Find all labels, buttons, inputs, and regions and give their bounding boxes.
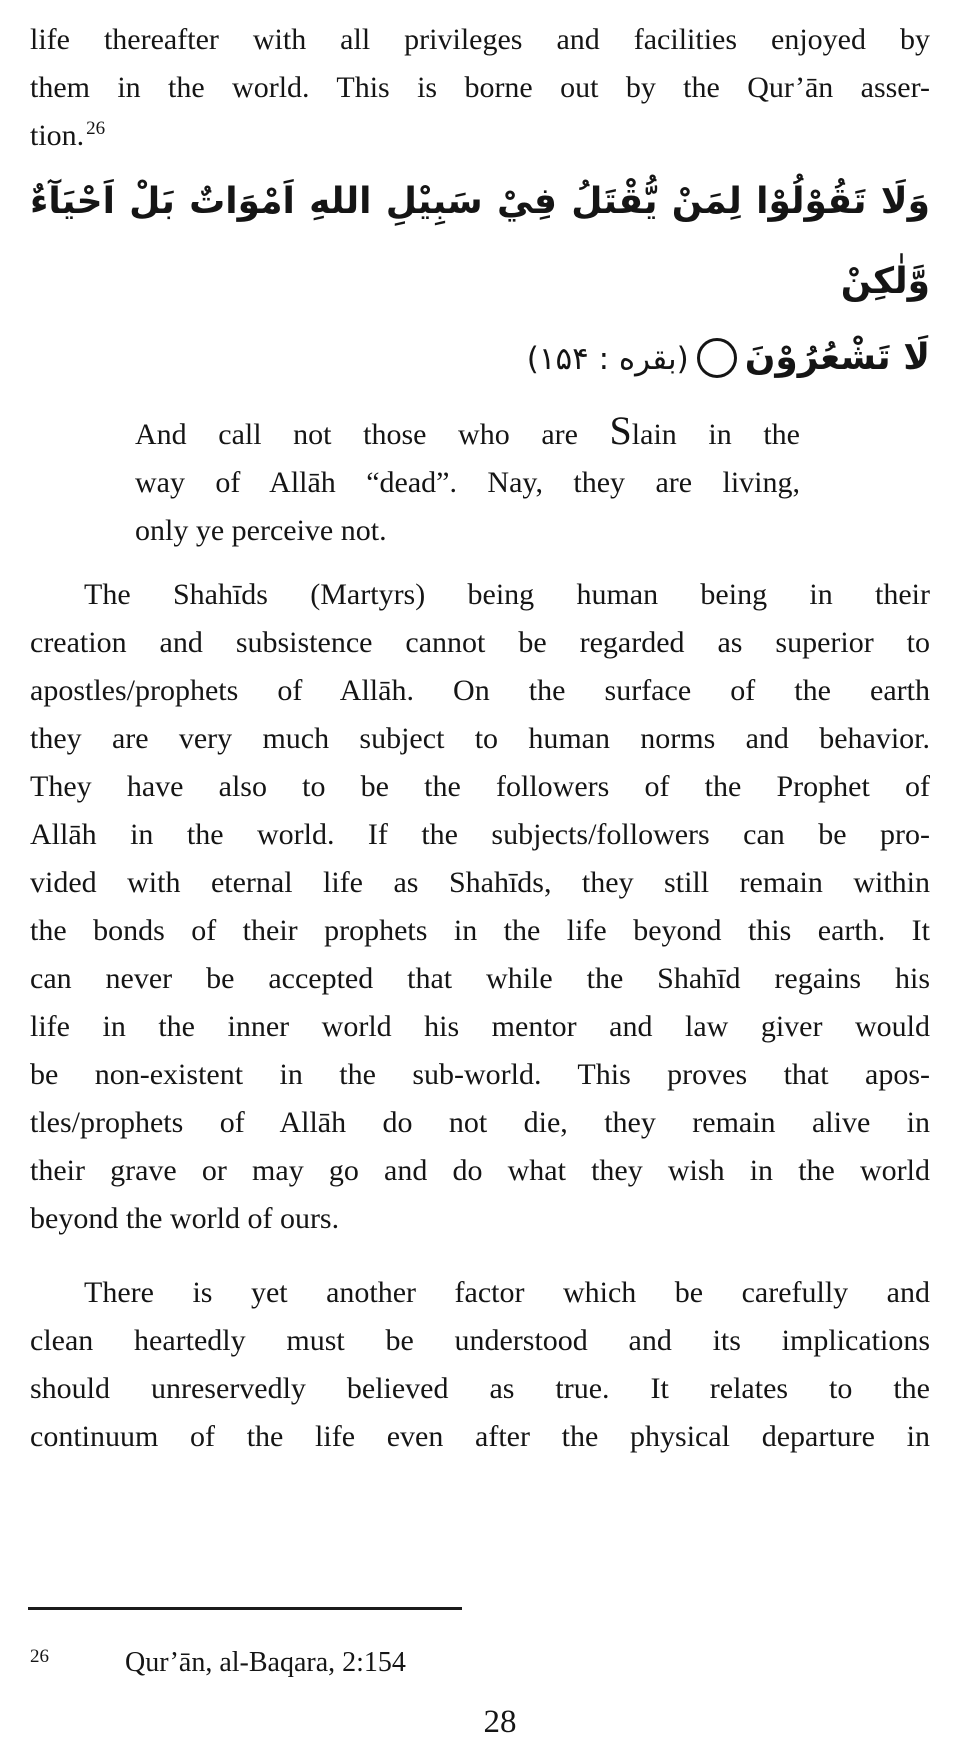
text-line: Allāh in the world. If the subjects/followers can be pro- bbox=[30, 818, 930, 851]
arabic-verse-line-2 bbox=[30, 322, 930, 395]
translation-quote bbox=[135, 408, 800, 555]
text-line: creation and subsistence cannot be regarded as superior to bbox=[30, 626, 930, 659]
quote-line-1-pre: And call not those who are bbox=[135, 418, 610, 451]
text-line: them in the world. This is borne out by the Qur’ān asser- bbox=[30, 71, 930, 104]
page-number: 28 bbox=[483, 1704, 517, 1740]
text-line: There is yet another factor which be carefully and bbox=[84, 1276, 930, 1309]
text-line: life in the inner world his mentor and law giver would bbox=[30, 1010, 930, 1043]
text-line: apostles/prophets of Allāh. On the surface of the earth bbox=[30, 674, 930, 707]
text-line: the bonds of their prophets in the life beyond this earth. It bbox=[30, 914, 930, 947]
arabic-verse-block bbox=[30, 162, 930, 395]
factor-paragraph bbox=[30, 1269, 930, 1461]
shahids-paragraph bbox=[30, 571, 930, 1243]
text-line: can never be accepted that while the Shahīd regains his bbox=[30, 962, 930, 995]
verse-reference: (بقره : ۱۵۴) bbox=[526, 341, 689, 377]
text-line: The Shahīds (Martyrs) being human being in their bbox=[84, 578, 930, 611]
footnote-marker: 26 bbox=[30, 1646, 49, 1667]
text-line: beyond the world of ours. bbox=[30, 1202, 340, 1235]
intro-paragraph-last-line bbox=[30, 112, 930, 160]
text-line: continuum of the life even after the physical departure in bbox=[30, 1420, 930, 1453]
footnote-divider bbox=[28, 1607, 462, 1610]
quote-line-1 bbox=[135, 408, 800, 459]
quote-line-2: way of Allāh “dead”. Nay, they are living, bbox=[135, 466, 800, 499]
text-line: vided with eternal life as Shahīds, they still remain within bbox=[30, 866, 930, 899]
intro-paragraph bbox=[30, 16, 930, 112]
text-line: They have also to be the followers of the Prophet of bbox=[30, 770, 930, 803]
footnote-text: Qur’ān, al-Baqara, 2:154 bbox=[125, 1647, 406, 1678]
footnote bbox=[30, 1640, 930, 1680]
arabic-verse-line-2-text: لَا تَشْعُرُوْنَ bbox=[744, 337, 930, 378]
intro-last-text: tion. bbox=[30, 119, 85, 152]
text-line: be non-existent in the sub-world. This proves that apos- bbox=[30, 1058, 930, 1091]
quote-line-1-post: lain in the bbox=[631, 418, 800, 451]
text-line: clean heartedly must be understood and its implications bbox=[30, 1324, 930, 1357]
text-line: their grave or may go and do what they wish in the world bbox=[30, 1154, 930, 1187]
quote-line-1-emphasis: S bbox=[609, 408, 632, 453]
footnote-reference-superscript: 26 bbox=[86, 118, 106, 139]
text-line: they are very much subject to human norms and behavior. bbox=[30, 722, 930, 755]
text-line: should unreservedly believed as true. It relates to the bbox=[30, 1372, 930, 1405]
text-line: life thereafter with all privileges and facilities enjoyed by bbox=[30, 23, 930, 56]
text-line: tles/prophets of Allāh do not die, they remain alive in bbox=[30, 1106, 930, 1139]
quote-line-3: only ye perceive not. bbox=[135, 514, 387, 547]
end-of-ayah-circle-icon bbox=[697, 338, 737, 378]
arabic-verse-line-1: وَلَا تَقُوْلُوْا لِمَنْ يُّقْتَلُ فِيْ سَبِيْلِ اللهِ اَمْوَاتٌ بَلْ اَحْيَآءٌ وَّلٰكِنْ bbox=[30, 181, 930, 302]
